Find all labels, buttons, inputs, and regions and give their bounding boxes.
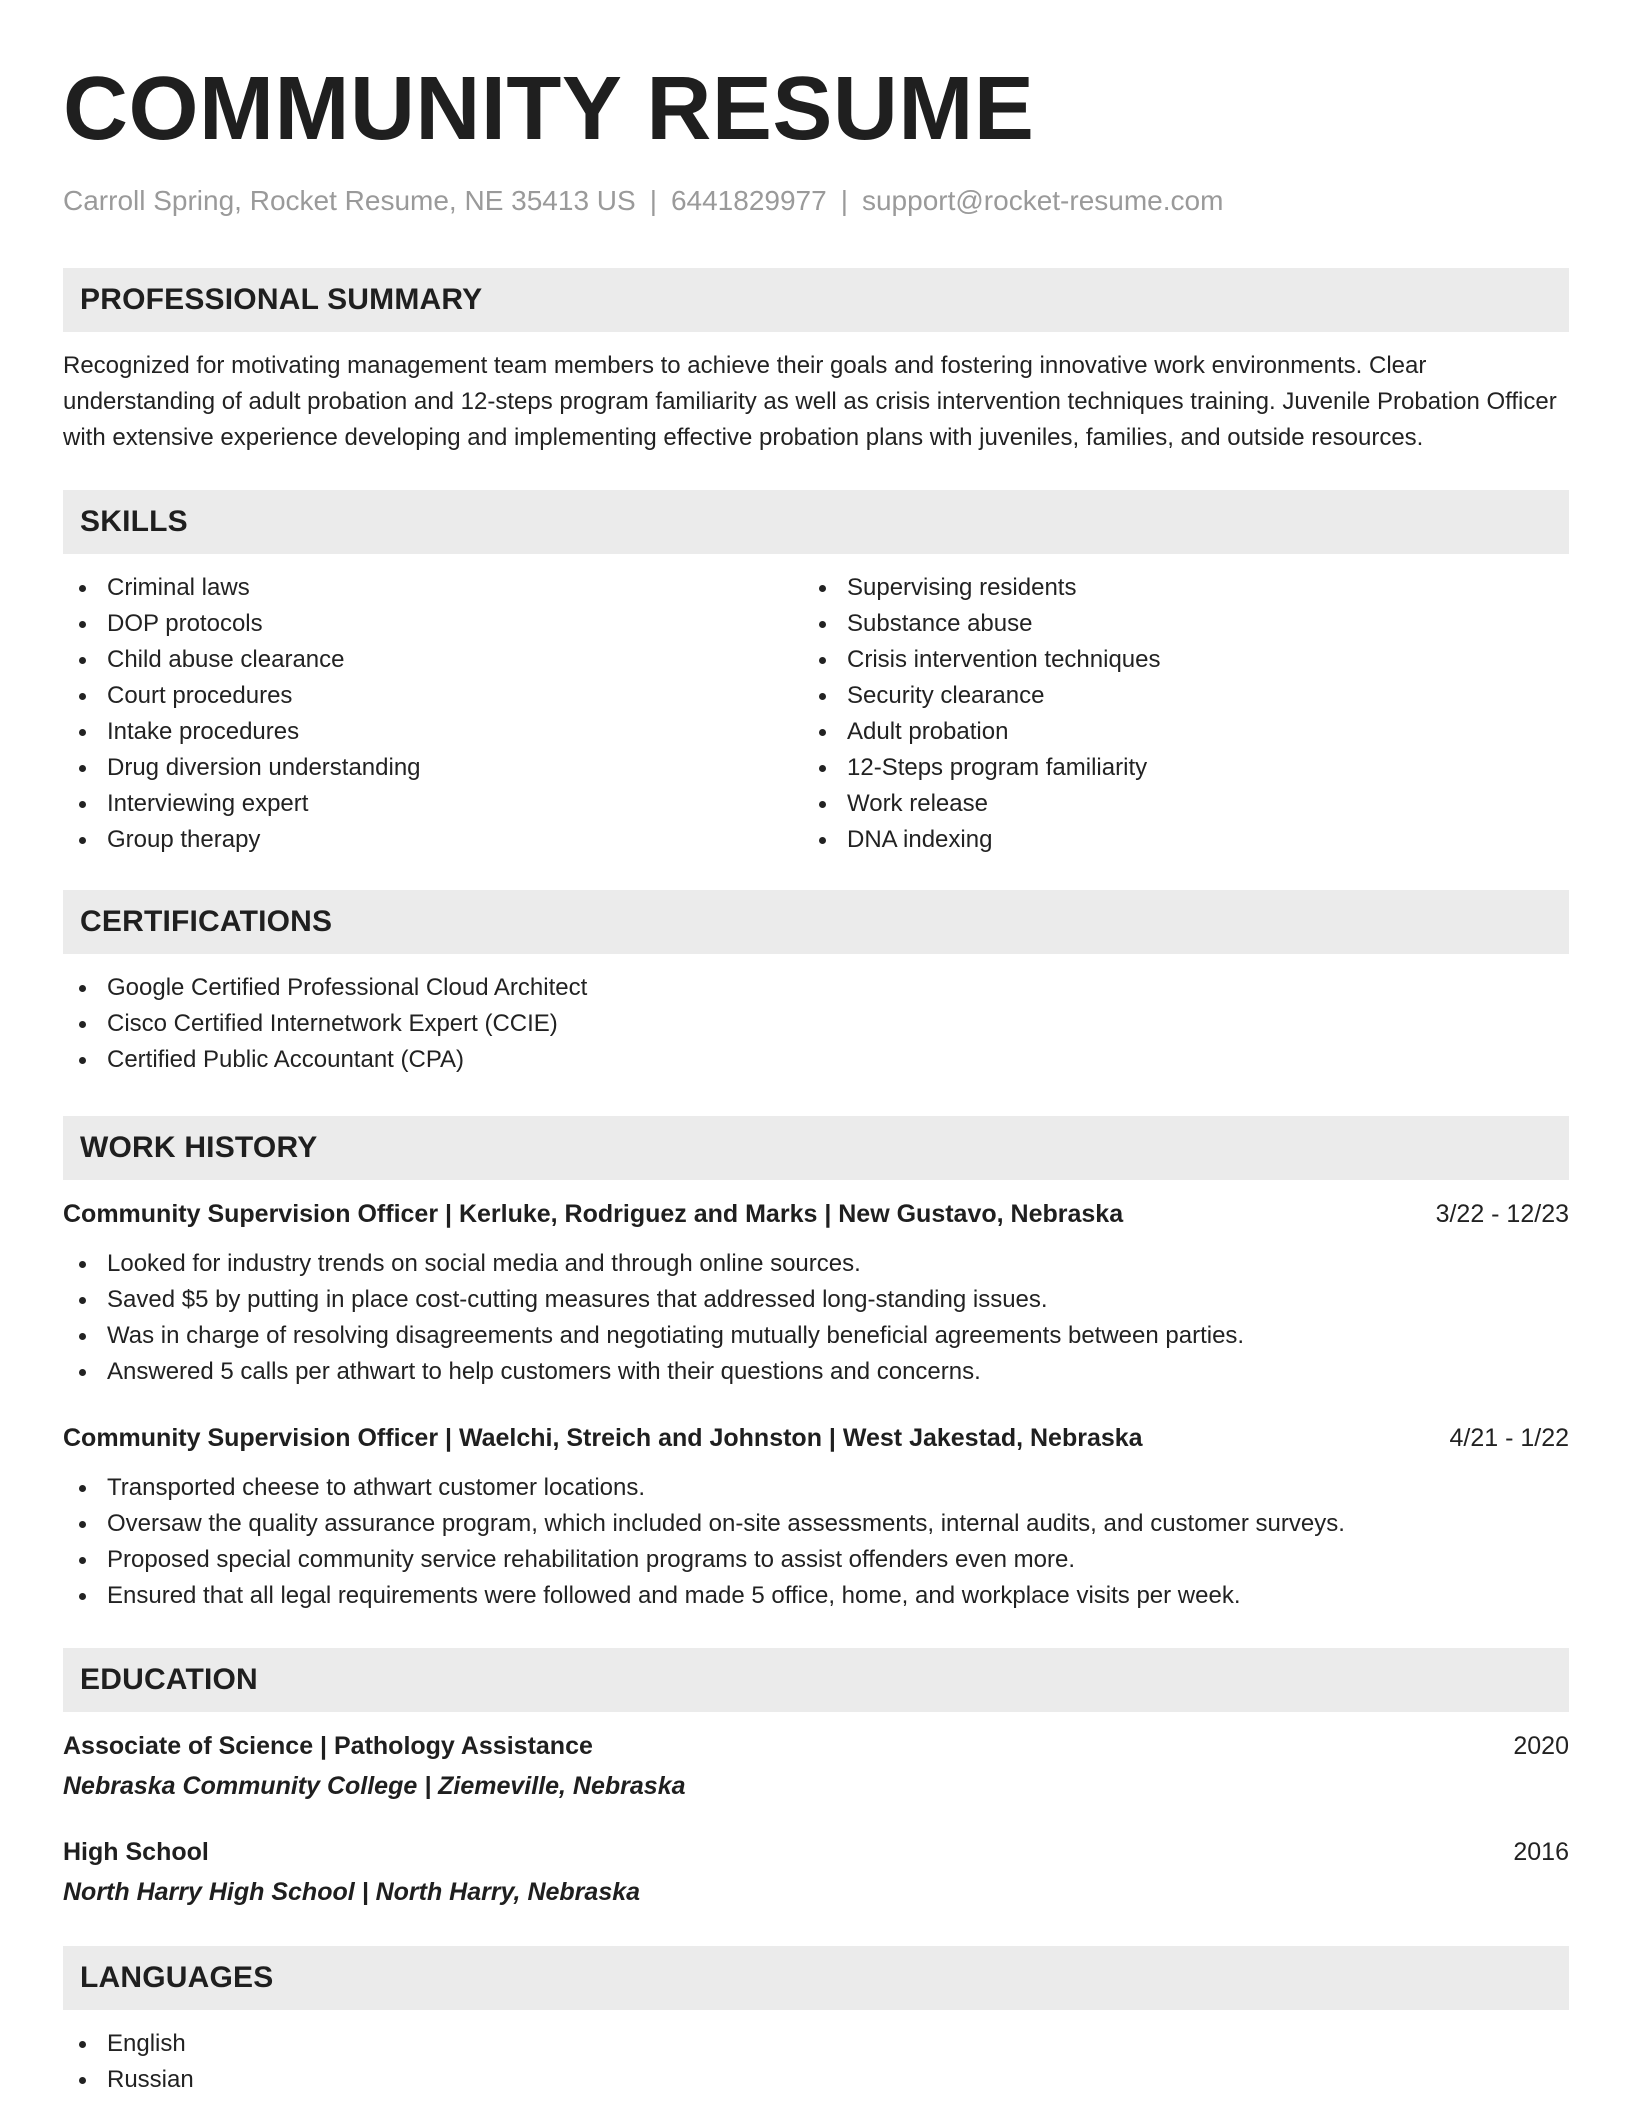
skill-item: Court procedures: [63, 678, 803, 714]
education-year: 2020: [1513, 1731, 1569, 1760]
skill-item: Adult probation: [803, 714, 1543, 750]
certification-item: Cisco Certified Internetwork Expert (CCIE): [63, 1006, 1569, 1042]
skill-item: Work release: [803, 786, 1543, 822]
education-entry: [63, 1834, 1569, 1910]
language-item: Russian: [63, 2062, 1569, 2098]
job-header: [63, 1420, 1569, 1456]
job-bullet: Saved $5 by putting in place cost-cutting measures that addressed long-standing issues.: [63, 1282, 1569, 1318]
education-degree: Associate of Science | Pathology Assistance: [63, 1731, 593, 1760]
skills-list-right: [803, 570, 1543, 858]
skills-list-left: [63, 570, 803, 858]
work-history-heading: WORK HISTORY: [63, 1116, 1569, 1180]
job-bullet: Transported cheese to athwart customer locations.: [63, 1470, 1569, 1506]
job-title: Community Supervision Officer | Waelchi, Streich and Johnston | West Jakestad, Nebraska: [63, 1423, 1143, 1452]
skill-item: Supervising residents: [803, 570, 1543, 606]
job-title: Community Supervision Officer | Kerluke, Rodriguez and Marks | New Gustavo, Nebraska: [63, 1199, 1124, 1228]
contact-phone: 6441829977: [670, 185, 827, 216]
education-header: [63, 1834, 1569, 1870]
education-year: 2016: [1513, 1837, 1569, 1866]
skills-grid: [63, 554, 1569, 858]
job-bullet: Answered 5 calls per athwart to help customers with their questions and concerns.: [63, 1354, 1569, 1390]
education-degree: High School: [63, 1837, 209, 1866]
languages-list: [63, 2026, 1569, 2098]
skill-item: 12-Steps program familiarity: [803, 750, 1543, 786]
language-item: English: [63, 2026, 1569, 2062]
certification-item: Certified Public Accountant (CPA): [63, 1042, 1569, 1078]
contact-email: support@rocket-resume.com: [861, 185, 1224, 216]
skill-item: DNA indexing: [803, 822, 1543, 858]
contact-line: [63, 184, 1569, 218]
job-header: [63, 1196, 1569, 1232]
job-bullet: Oversaw the quality assurance program, which included on-site assessments, internal audits, and customer surveys.: [63, 1506, 1569, 1542]
job-dates: 3/22 - 12/23: [1435, 1199, 1569, 1228]
summary-heading: PROFESSIONAL SUMMARY: [63, 268, 1569, 332]
skills-heading: SKILLS: [63, 490, 1569, 554]
languages-section: [63, 1946, 1569, 2098]
job-bullet: Was in charge of resolving disagreements and negotiating mutually beneficial agreements between parties.: [63, 1318, 1569, 1354]
contact-address: Carroll Spring, Rocket Resume, NE 35413 US: [63, 185, 636, 216]
skill-item: Child abuse clearance: [63, 642, 803, 678]
resume-name: COMMUNITY RESUME: [63, 59, 1035, 159]
skill-item: DOP protocols: [63, 606, 803, 642]
job-bullets: [63, 1470, 1569, 1614]
summary-text: Recognized for motivating management team members to achieve their goals and fostering innovative work environments. Clear understanding of adult probation and 12-steps program familiarity as well as crisis intervention techniques training. Juvenile Probation Officer with extensive experience developing and implementing effective probation plans with juveniles, families, and outside resources.: [63, 351, 1557, 451]
job-bullet: Ensured that all legal requirements were followed and made 5 office, home, and workplace visits per week.: [63, 1578, 1569, 1614]
education-section: [63, 1648, 1569, 1910]
education-school: Nebraska Community College | Ziemeville, Nebraska: [63, 1771, 686, 1800]
work-history-section: [63, 1116, 1569, 1614]
certifications-list: [63, 970, 1569, 1078]
skill-item: Substance abuse: [803, 606, 1543, 642]
skill-item: Drug diversion understanding: [63, 750, 803, 786]
education-heading: EDUCATION: [63, 1648, 1569, 1712]
job-bullet: Looked for industry trends on social media and through online sources.: [63, 1246, 1569, 1282]
summary-section: [63, 268, 1569, 456]
education-school: North Harry High School | North Harry, Nebraska: [63, 1877, 641, 1906]
job-entry: [63, 1420, 1569, 1614]
job-entry: [63, 1196, 1569, 1390]
job-dates: 4/21 - 1/22: [1449, 1423, 1569, 1452]
languages-heading: LANGUAGES: [63, 1946, 1569, 2010]
skill-item: Security clearance: [803, 678, 1543, 714]
job-bullets: [63, 1246, 1569, 1390]
skill-item: Criminal laws: [63, 570, 803, 606]
certifications-heading: CERTIFICATIONS: [63, 890, 1569, 954]
education-entry: [63, 1728, 1569, 1804]
skill-item: Intake procedures: [63, 714, 803, 750]
contact-separator: |: [840, 185, 848, 216]
education-header: [63, 1728, 1569, 1764]
skill-item: Group therapy: [63, 822, 803, 858]
certification-item: Google Certified Professional Cloud Architect: [63, 970, 1569, 1006]
skills-section: [63, 490, 1569, 858]
job-bullet: Proposed special community service rehabilitation programs to assist offenders even more.: [63, 1542, 1569, 1578]
skill-item: Interviewing expert: [63, 786, 803, 822]
skill-item: Crisis intervention techniques: [803, 642, 1543, 678]
certifications-section: [63, 890, 1569, 1078]
contact-separator: |: [649, 185, 657, 216]
